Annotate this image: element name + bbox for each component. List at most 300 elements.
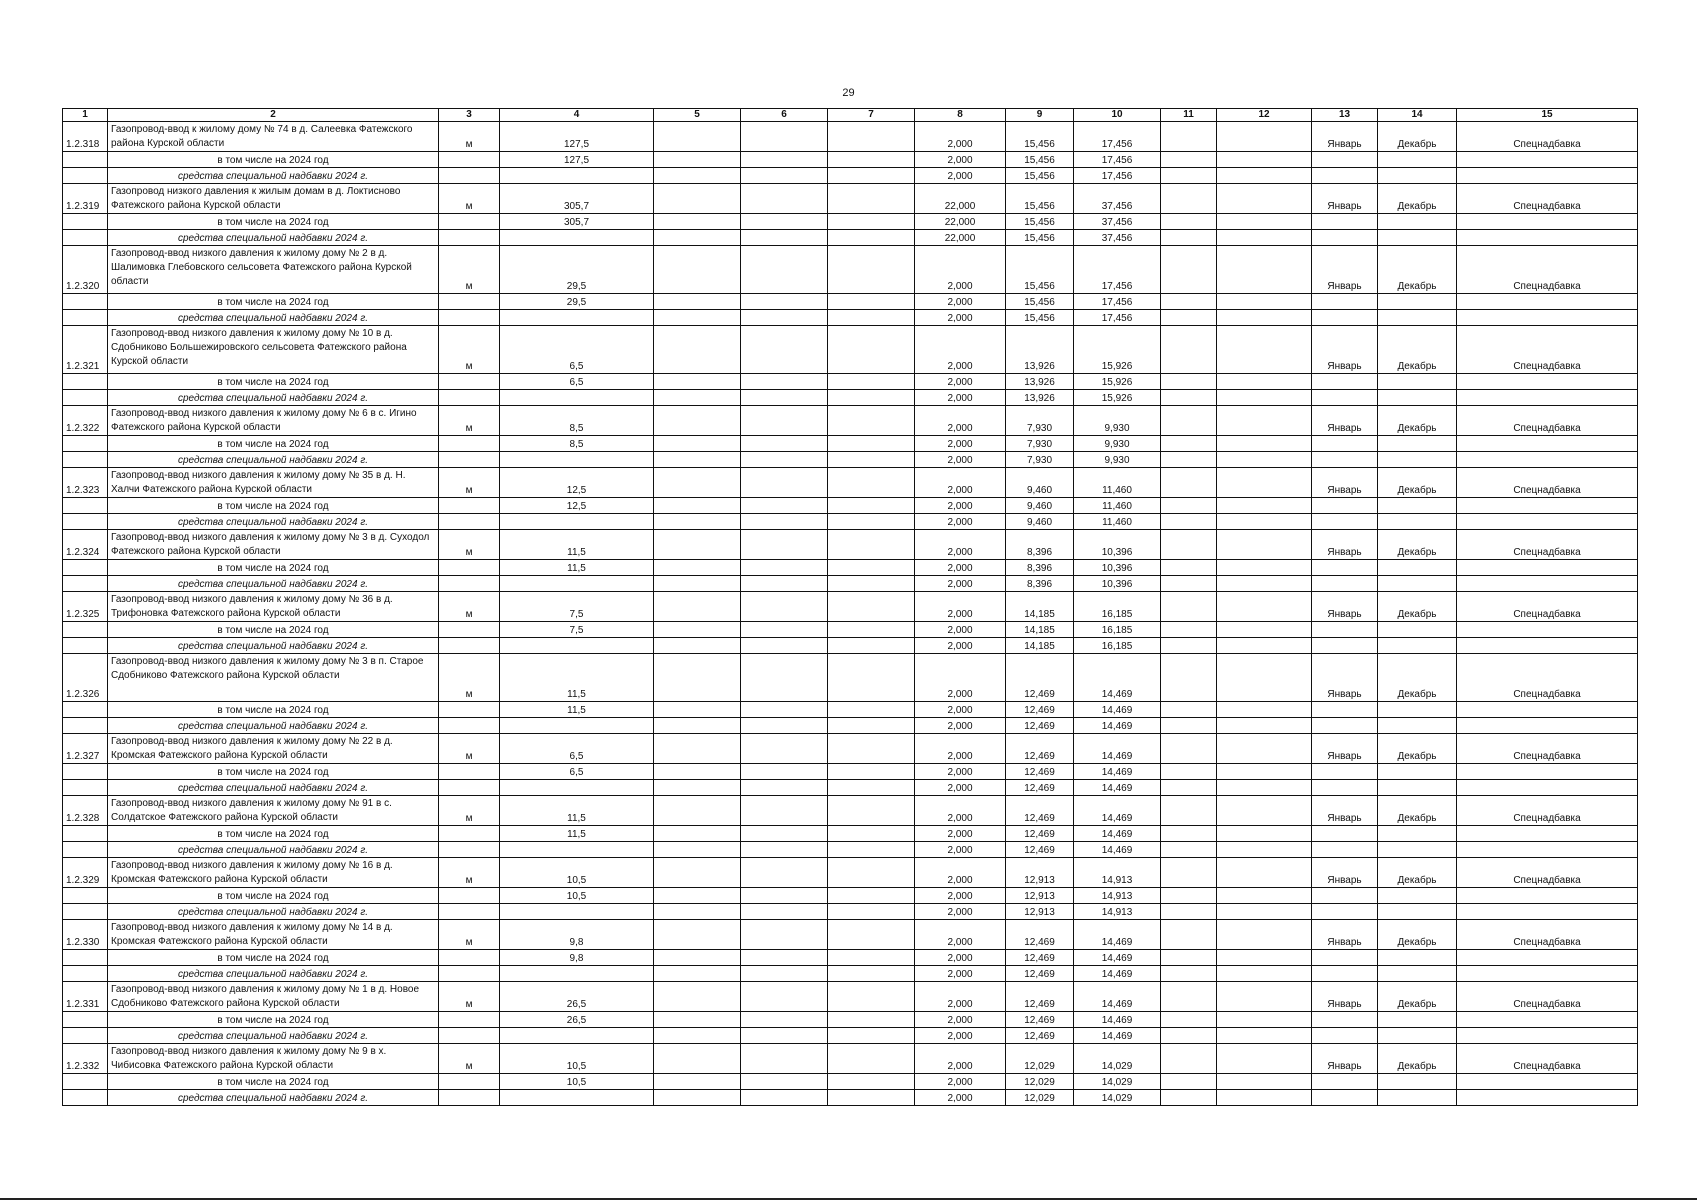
empty-cell [439,966,500,982]
value-col-8: 2,000 [915,294,1006,310]
value-col-10: 14,469 [1074,654,1161,702]
table-row-funding [63,904,1638,920]
empty-cell [63,152,108,168]
empty-cell [439,514,500,530]
start-month: Январь [1312,406,1378,436]
empty-cell [63,904,108,920]
empty-cell [500,966,654,982]
value-col-9: 12,469 [1006,982,1074,1012]
subtotal-label: в том числе на 2024 год [108,702,439,718]
item-quantity: 29,5 [500,246,654,294]
empty-cell [63,1074,108,1090]
value-col-10: 14,469 [1074,826,1161,842]
funding-source: Спецнадбавка [1457,858,1638,888]
empty-cell [500,576,654,592]
subtotal-label: в том числе на 2024 год [108,888,439,904]
empty-cell [654,904,741,920]
empty-cell [1217,152,1312,168]
empty-cell [741,168,828,184]
item-code: 1.2.319 [63,184,108,214]
subtotal-label: в том числе на 2024 год [108,622,439,638]
empty-cell [1161,1074,1217,1090]
empty-cell [828,826,915,842]
value-col-9: 8,396 [1006,560,1074,576]
value-col-10: 14,469 [1074,1012,1161,1028]
empty-cell [439,702,500,718]
item-code: 1.2.322 [63,406,108,436]
empty-cell [1217,246,1312,294]
empty-cell [1217,842,1312,858]
value-col-8: 2,000 [915,326,1006,374]
empty-cell [828,390,915,406]
empty-cell [828,1012,915,1028]
value-col-8: 2,000 [915,530,1006,560]
value-col-9: 15,456 [1006,310,1074,326]
value-col-9: 12,469 [1006,1028,1074,1044]
empty-cell [1217,530,1312,560]
value-col-8: 2,000 [915,122,1006,152]
empty-cell [1217,576,1312,592]
item-code: 1.2.318 [63,122,108,152]
empty-cell [1217,310,1312,326]
subtotal-label: в том числе на 2024 год [108,1012,439,1028]
funding-label: средства специальной надбавки 2024 г. [108,904,439,920]
empty-cell [1457,310,1638,326]
empty-cell [63,764,108,780]
value-col-9: 15,456 [1006,122,1074,152]
table-row-subtotal [63,702,1638,718]
table-row-subtotal [63,622,1638,638]
subtotal-label: в том числе на 2024 год [108,950,439,966]
empty-cell [1161,1090,1217,1106]
empty-cell [439,168,500,184]
item-code: 1.2.331 [63,982,108,1012]
item-unit: м [439,592,500,622]
value-col-8: 2,000 [915,858,1006,888]
empty-cell [654,966,741,982]
empty-cell [1161,184,1217,214]
empty-cell [1217,702,1312,718]
empty-cell [1457,1074,1638,1090]
value-col-10: 15,926 [1074,390,1161,406]
empty-cell [1161,718,1217,734]
value-col-8: 2,000 [915,904,1006,920]
empty-cell [741,1028,828,1044]
empty-cell [1457,622,1638,638]
empty-cell [1217,888,1312,904]
empty-cell [1312,904,1378,920]
item-quantity: 8,5 [500,436,654,452]
value-col-8: 2,000 [915,982,1006,1012]
empty-cell [1161,764,1217,780]
value-col-10: 14,469 [1074,950,1161,966]
empty-cell [741,214,828,230]
empty-cell [741,1074,828,1090]
empty-cell [63,168,108,184]
funding-source: Спецнадбавка [1457,654,1638,702]
end-month: Декабрь [1378,796,1457,826]
empty-cell [654,950,741,966]
empty-cell [1217,390,1312,406]
empty-cell [741,734,828,764]
value-col-8: 2,000 [915,246,1006,294]
value-col-9: 12,469 [1006,702,1074,718]
empty-cell [1161,842,1217,858]
empty-cell [1161,592,1217,622]
empty-cell [828,764,915,780]
value-col-8: 2,000 [915,1028,1006,1044]
empty-cell [1217,966,1312,982]
table-row-subtotal [63,214,1638,230]
empty-cell [1312,294,1378,310]
item-quantity: 11,5 [500,826,654,842]
value-col-9: 7,930 [1006,436,1074,452]
empty-cell [654,826,741,842]
investment-program-table [62,108,1638,1106]
empty-cell [1312,764,1378,780]
empty-cell [828,326,915,374]
empty-cell [828,468,915,498]
value-col-8: 2,000 [915,950,1006,966]
value-col-8: 2,000 [915,718,1006,734]
empty-cell [63,1012,108,1028]
empty-cell [63,718,108,734]
value-col-8: 2,000 [915,920,1006,950]
table-row-subtotal [63,152,1638,168]
empty-cell [1217,734,1312,764]
empty-cell [828,1074,915,1090]
empty-cell [654,310,741,326]
value-col-9: 9,460 [1006,514,1074,530]
item-name: Газопровод-ввод низкого давления к жилому дому № 3 в п. Старое Сдобниково Фатежского района Курской области [108,654,439,702]
table-row [63,530,1638,560]
item-unit: м [439,246,500,294]
empty-cell [439,294,500,310]
empty-cell [1312,436,1378,452]
empty-cell [654,1028,741,1044]
funding-source: Спецнадбавка [1457,1044,1638,1074]
item-code: 1.2.320 [63,246,108,294]
item-unit: м [439,406,500,436]
value-col-9: 12,913 [1006,904,1074,920]
item-code: 1.2.325 [63,592,108,622]
empty-cell [1312,1074,1378,1090]
empty-cell [654,1074,741,1090]
empty-cell [741,718,828,734]
empty-cell [439,888,500,904]
value-col-9: 14,185 [1006,592,1074,622]
empty-cell [1312,638,1378,654]
empty-cell [63,436,108,452]
empty-cell [654,498,741,514]
subtotal-label: в том числе на 2024 год [108,764,439,780]
value-col-8: 2,000 [915,560,1006,576]
value-col-8: 2,000 [915,1044,1006,1074]
empty-cell [654,246,741,294]
empty-cell [741,436,828,452]
empty-cell [500,230,654,246]
value-col-9: 13,926 [1006,326,1074,374]
table-row [63,982,1638,1012]
value-col-9: 12,469 [1006,734,1074,764]
item-unit: м [439,920,500,950]
empty-cell [654,530,741,560]
value-col-9: 12,913 [1006,888,1074,904]
empty-cell [1161,214,1217,230]
item-quantity: 26,5 [500,1012,654,1028]
empty-cell [439,498,500,514]
empty-cell [1378,904,1457,920]
value-col-10: 9,930 [1074,452,1161,468]
item-unit: м [439,1044,500,1074]
value-col-9: 12,469 [1006,780,1074,796]
empty-cell [1161,406,1217,436]
empty-cell [1217,780,1312,796]
value-col-10: 14,029 [1074,1044,1161,1074]
value-col-8: 2,000 [915,622,1006,638]
empty-cell [1457,1090,1638,1106]
empty-cell [654,184,741,214]
empty-cell [1378,842,1457,858]
item-quantity: 6,5 [500,326,654,374]
empty-cell [439,718,500,734]
funding-label: средства специальной надбавки 2024 г. [108,718,439,734]
value-col-10: 16,185 [1074,592,1161,622]
value-col-10: 16,185 [1074,638,1161,654]
table-row-subtotal [63,826,1638,842]
empty-cell [1312,374,1378,390]
value-col-10: 14,913 [1074,888,1161,904]
start-month: Январь [1312,468,1378,498]
empty-cell [1217,230,1312,246]
value-col-9: 12,469 [1006,920,1074,950]
value-col-9: 7,930 [1006,406,1074,436]
empty-cell [1378,950,1457,966]
empty-cell [1457,888,1638,904]
empty-cell [741,310,828,326]
value-col-8: 22,000 [915,230,1006,246]
item-quantity: 8,5 [500,406,654,436]
start-month: Январь [1312,592,1378,622]
empty-cell [654,560,741,576]
empty-cell [1378,560,1457,576]
value-col-8: 2,000 [915,842,1006,858]
empty-cell [1161,530,1217,560]
empty-cell [741,622,828,638]
end-month: Декабрь [1378,654,1457,702]
funding-label: средства специальной надбавки 2024 г. [108,638,439,654]
empty-cell [1161,122,1217,152]
empty-cell [741,826,828,842]
empty-cell [1457,452,1638,468]
item-quantity: 9,8 [500,920,654,950]
item-quantity: 26,5 [500,982,654,1012]
empty-cell [1312,560,1378,576]
value-col-9: 15,456 [1006,168,1074,184]
empty-cell [63,622,108,638]
empty-cell [828,654,915,702]
empty-cell [63,1028,108,1044]
start-month: Январь [1312,246,1378,294]
table-row-funding [63,310,1638,326]
empty-cell [1217,406,1312,436]
item-quantity: 11,5 [500,702,654,718]
value-col-10: 14,469 [1074,702,1161,718]
empty-cell [1378,1012,1457,1028]
table-row [63,122,1638,152]
column-header-5: 5 [654,109,741,122]
empty-cell [654,468,741,498]
value-col-10: 14,469 [1074,780,1161,796]
empty-cell [741,842,828,858]
value-col-9: 12,029 [1006,1074,1074,1090]
empty-cell [439,1074,500,1090]
funding-label: средства специальной надбавки 2024 г. [108,966,439,982]
empty-cell [1457,214,1638,230]
empty-cell [654,168,741,184]
empty-cell [828,310,915,326]
value-col-10: 37,456 [1074,230,1161,246]
empty-cell [1217,654,1312,702]
value-col-9: 13,926 [1006,390,1074,406]
item-name: Газопровод-ввод низкого давления к жилому дому № 91 в с. Солдатское Фатежского района Курской области [108,796,439,826]
empty-cell [654,214,741,230]
value-col-10: 37,456 [1074,184,1161,214]
item-unit: м [439,734,500,764]
table-row-subtotal [63,560,1638,576]
value-col-10: 9,930 [1074,436,1161,452]
empty-cell [1161,950,1217,966]
empty-cell [63,560,108,576]
empty-cell [1161,514,1217,530]
empty-cell [741,1012,828,1028]
empty-cell [500,904,654,920]
empty-cell [1312,888,1378,904]
funding-label: средства специальной надбавки 2024 г. [108,514,439,530]
empty-cell [1217,184,1312,214]
value-col-9: 7,930 [1006,452,1074,468]
empty-cell [741,1044,828,1074]
value-col-10: 14,913 [1074,904,1161,920]
empty-cell [1217,826,1312,842]
item-quantity: 305,7 [500,184,654,214]
empty-cell [828,498,915,514]
item-quantity: 12,5 [500,468,654,498]
value-col-9: 12,469 [1006,1012,1074,1028]
value-col-9: 12,469 [1006,718,1074,734]
empty-cell [1457,498,1638,514]
end-month: Декабрь [1378,406,1457,436]
column-header-11: 11 [1161,109,1217,122]
table-row-subtotal [63,888,1638,904]
empty-cell [439,576,500,592]
empty-cell [1161,310,1217,326]
value-col-8: 2,000 [915,966,1006,982]
item-unit: м [439,982,500,1012]
empty-cell [741,888,828,904]
empty-cell [1312,1028,1378,1044]
empty-cell [1217,294,1312,310]
item-quantity: 7,5 [500,592,654,622]
column-header-13: 13 [1312,109,1378,122]
empty-cell [500,718,654,734]
value-col-10: 14,913 [1074,858,1161,888]
empty-cell [1457,168,1638,184]
empty-cell [1161,576,1217,592]
empty-cell [741,950,828,966]
empty-cell [828,842,915,858]
empty-cell [1378,230,1457,246]
value-col-10: 17,456 [1074,168,1161,184]
empty-cell [741,374,828,390]
funding-source: Спецнадбавка [1457,246,1638,294]
empty-cell [1217,718,1312,734]
empty-cell [828,214,915,230]
empty-cell [828,184,915,214]
empty-cell [654,436,741,452]
start-month: Январь [1312,1044,1378,1074]
item-name: Газопровод-ввод низкого давления к жилому дому № 6 в с. Игино Фатежского района Курской области [108,406,439,436]
empty-cell [741,858,828,888]
table-row [63,858,1638,888]
empty-cell [1161,858,1217,888]
value-col-10: 17,456 [1074,152,1161,168]
end-month: Декабрь [1378,858,1457,888]
empty-cell [741,406,828,436]
item-code: 1.2.326 [63,654,108,702]
column-header-4: 4 [500,109,654,122]
empty-cell [654,622,741,638]
end-month: Декабрь [1378,530,1457,560]
empty-cell [1217,1090,1312,1106]
table-row-funding [63,514,1638,530]
subtotal-label: в том числе на 2024 год [108,498,439,514]
empty-cell [741,530,828,560]
empty-cell [1217,904,1312,920]
empty-cell [1457,638,1638,654]
empty-cell [741,638,828,654]
funding-source: Спецнадбавка [1457,734,1638,764]
empty-cell [1378,638,1457,654]
funding-label: средства специальной надбавки 2024 г. [108,576,439,592]
value-col-8: 2,000 [915,796,1006,826]
funding-label: средства специальной надбавки 2024 г. [108,1090,439,1106]
empty-cell [1457,842,1638,858]
empty-cell [1217,1012,1312,1028]
value-col-8: 2,000 [915,826,1006,842]
value-col-9: 12,469 [1006,950,1074,966]
value-col-10: 14,469 [1074,796,1161,826]
empty-cell [439,1012,500,1028]
item-code: 1.2.328 [63,796,108,826]
empty-cell [1457,560,1638,576]
empty-cell [828,1090,915,1106]
empty-cell [63,214,108,230]
empty-cell [439,904,500,920]
empty-cell [1161,294,1217,310]
empty-cell [1217,436,1312,452]
item-unit: м [439,654,500,702]
table-row-subtotal [63,436,1638,452]
empty-cell [63,576,108,592]
item-quantity: 10,5 [500,1074,654,1090]
empty-cell [654,390,741,406]
empty-cell [1217,764,1312,780]
page-number: 29 [842,87,855,99]
value-col-8: 2,000 [915,168,1006,184]
empty-cell [1161,436,1217,452]
empty-cell [439,622,500,638]
